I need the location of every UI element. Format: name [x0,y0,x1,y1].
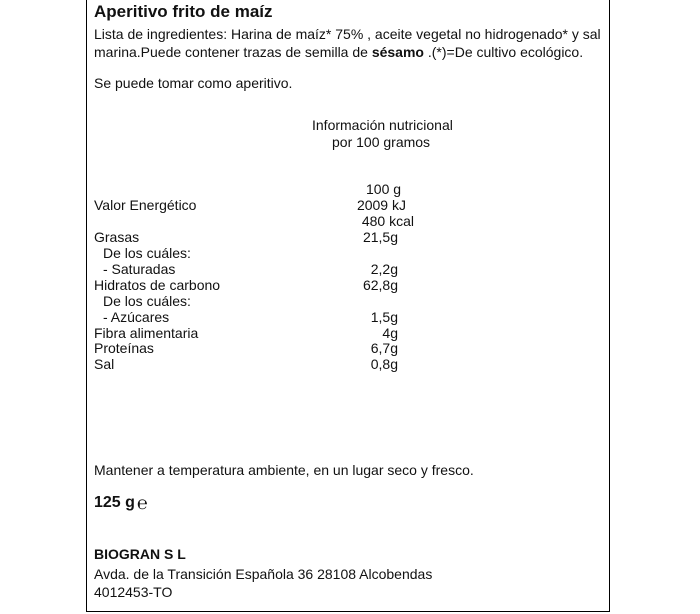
nutrient-label: De los cuáles: [103,245,191,261]
nutrient-label: Fibra alimentaria [94,325,199,341]
storage-text: Mantener a temperatura ambiente, en un lugar seco y fresco. [94,462,474,478]
nutrient-label: Sal [94,356,115,372]
energy-label: Valor Energético [94,197,197,213]
net-weight-value: 125 g [94,494,135,511]
nutrient-value: 62,8g [362,277,398,293]
nutrient-value: 4g [382,325,398,341]
nutrient-label: De los cuáles: [103,293,191,309]
nutrition-column-header: 100 g [366,181,402,197]
nutrient-value: 1,5g [370,309,398,325]
nutrient-label: Hidratos de carbono [94,277,221,293]
nutrition-header-line2: por 100 gramos [332,134,431,150]
nutrient-value: 2,2g [370,261,398,277]
nutrient-value: 21,5g [362,229,398,245]
nutrient-value: 6,7g [370,340,398,356]
product-title: Aperitivo frito de maíz [94,2,273,21]
nutrient-label: Grasas [94,229,140,245]
nutrient-value: 0,8g [370,356,398,372]
ingredients-text-2: .(*)=De cultivo ecológico. [423,44,584,60]
ingredients-list [94,25,602,61]
allergen-sesame: sésamo [371,44,424,60]
nutrient-label: - Azúcares [103,309,170,325]
ingredients-text-1: Lista de ingredientes: Harina de maíz* 75% , aceite vegetal no hidrogenado* y sal marina.Puede contener trazas de semilla de [94,26,601,60]
energy-kcal: 480 kcal [361,213,414,229]
usage-text: Se puede tomar como aperitivo. [94,75,293,91]
estimated-sign-icon: ℮ [136,493,148,513]
registration-code: 4012453-TO [94,584,173,600]
energy-kj: 2009 kJ [356,197,406,213]
nutrient-label: Proteínas [94,340,154,356]
company-address: Avda. de la Transición Española 36 28108 Alcobendas [94,566,433,582]
nutrient-label: - Saturadas [103,261,176,277]
nutrition-header-line1: Información nutricional [312,117,453,133]
company-name: BIOGRAN S L [94,546,186,562]
net-weight [94,492,148,514]
